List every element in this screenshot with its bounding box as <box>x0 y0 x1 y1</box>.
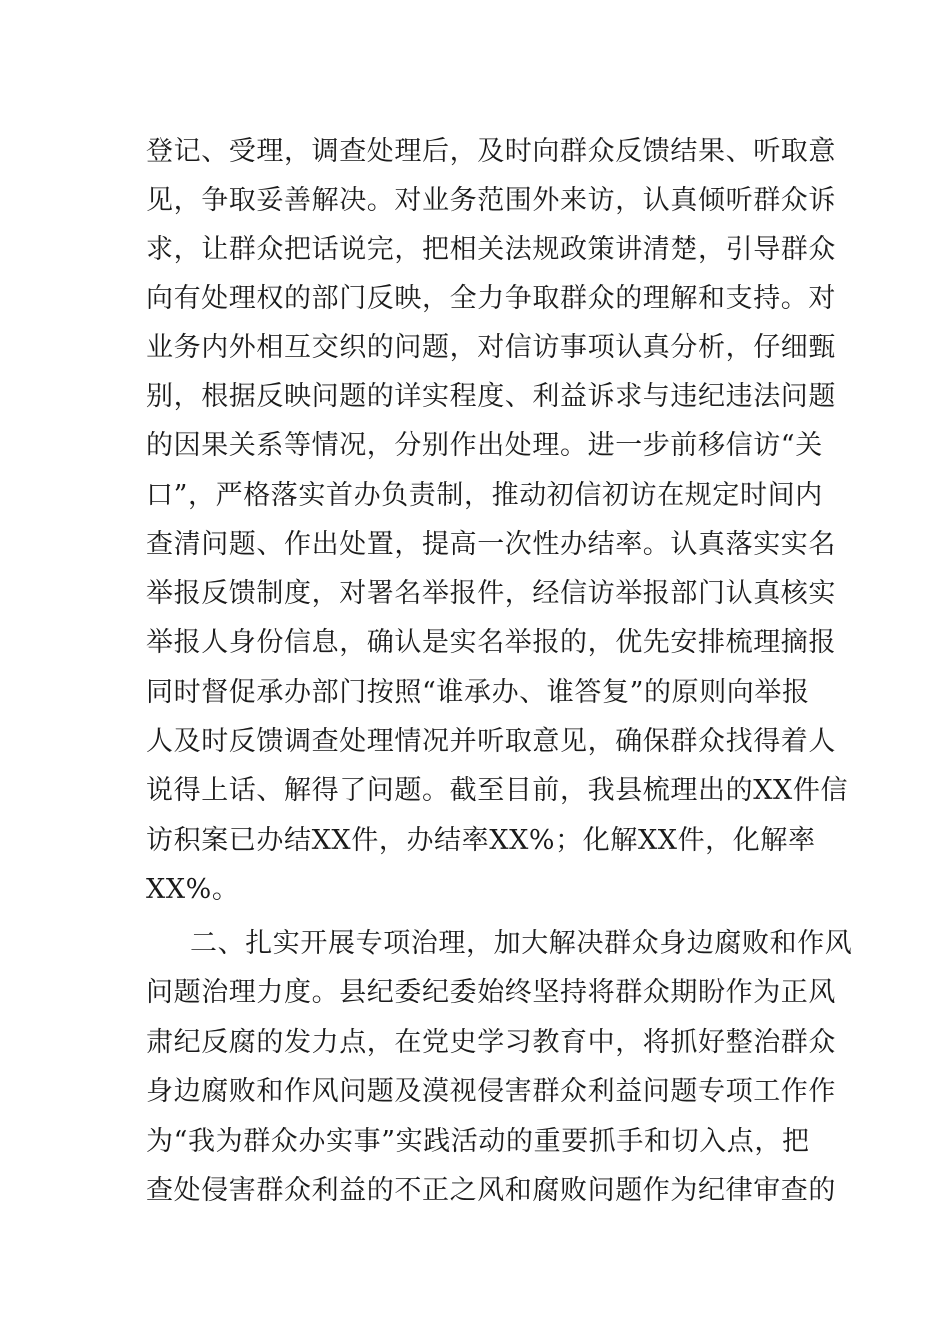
text-line: 别，根据反映问题的详实程度、利益诉求与违纪违法问题 <box>146 381 836 412</box>
text-line: 的因果关系等情况，分别作出处理。进一步前移信访“关 <box>146 430 823 461</box>
text-line: 向有处理权的部门反映，全力争取群众的理解和支持。对 <box>146 283 836 314</box>
text-line: 查清问题、作出处置，提高一次性办结率。认真落实实名 <box>146 529 836 560</box>
text-line: 口”，严格落实首办负责制，推动初信初访在规定时间内 <box>146 480 823 511</box>
text-line: 业务内外相互交织的问题，对信访事项认真分析，仔细甄 <box>146 332 836 363</box>
text-line: 说得上话、解得了问题。截至目前，我县梳理出的XX件信 <box>146 775 849 806</box>
text-line: 求，让群众把话说完，把相关法规政策讲清楚，引导群众 <box>146 234 836 265</box>
text-line: 举报反馈制度，对署名举报件，经信访举报部门认真核实 <box>146 578 836 609</box>
text-line: 同时督促承办部门按照“谁承办、谁答复”的原则向举报 <box>146 677 810 708</box>
text-line: 身边腐败和作风问题及漠视侵害群众利益问题专项工作作 <box>146 1076 836 1107</box>
text-line: 见，争取妥善解决。对业务范围外来访，认真倾听群众诉 <box>146 185 836 216</box>
text-line: 访积案已办结XX件，办结率XX%；化解XX件，化解率 <box>146 825 816 856</box>
text-line: XX%。 <box>146 874 240 905</box>
text-line: 人及时反馈调查处理情况并听取意见，确保群众找得着人 <box>146 726 836 757</box>
text-line: 肃纪反腐的发力点，在党史学习教育中，将抓好整治群众 <box>146 1027 836 1058</box>
section-heading-line: 二、扎实开展专项治理，加大解决群众身边腐败和作风 <box>190 928 853 959</box>
text-line: 查处侵害群众利益的不正之风和腐败问题作为纪律审查的 <box>146 1175 836 1206</box>
text-line: 举报人身份信息，确认是实名举报的，优先安排梳理摘报 <box>146 627 836 658</box>
text-line: 登记、受理，调查处理后，及时向群众反馈结果、听取意 <box>146 136 836 167</box>
text-line: 问题治理力度。县纪委纪委始终坚持将群众期盼作为正风 <box>146 977 836 1008</box>
text-line: 为“我为群众办实事”实践活动的重要抓手和切入点，把 <box>146 1126 810 1157</box>
